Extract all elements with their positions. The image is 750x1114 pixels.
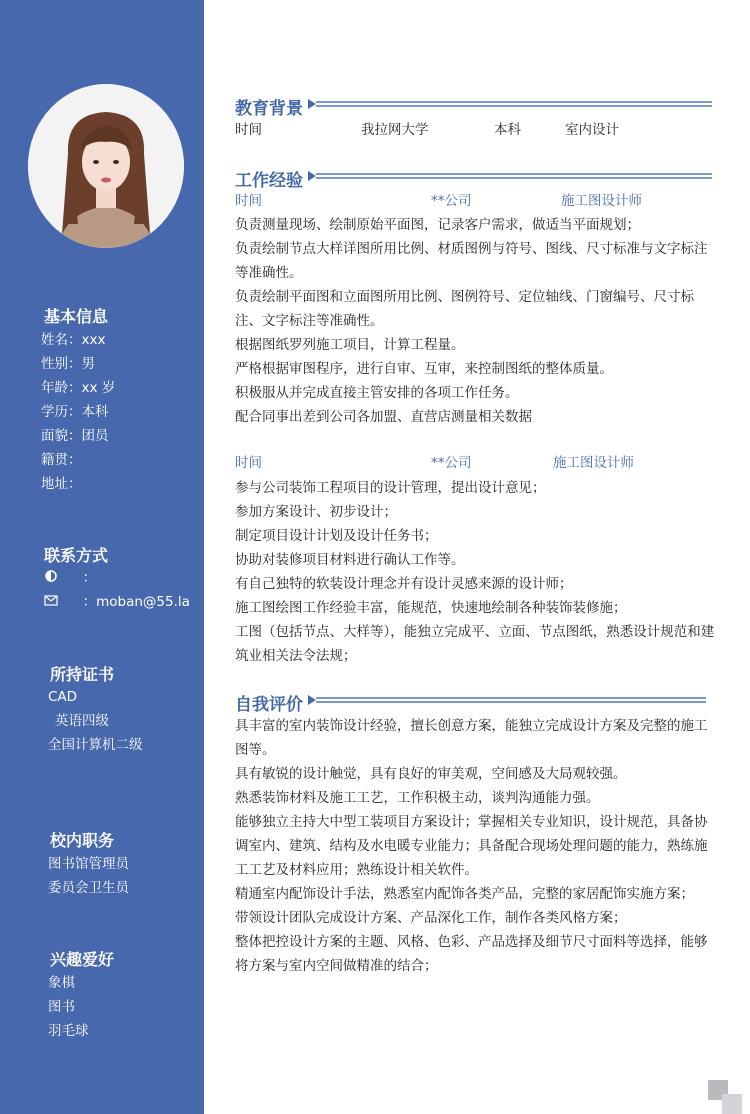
job-description: [235, 213, 720, 429]
certificates-title: 所持证书: [50, 665, 115, 684]
campus-roles-title: 校内职务: [50, 831, 115, 850]
basic-info-list: [41, 328, 115, 496]
phone-icon: [44, 566, 58, 590]
job-duty: 负责绘制平面图和立面图所用比例、图例符号、定位轴线、门窗编号、尺寸标注、文字标注等准确性。: [235, 289, 694, 329]
certificate-item: 英语四级: [55, 713, 109, 729]
phone-value: ：: [82, 570, 97, 586]
certificate-item: 全国计算机二级: [48, 737, 143, 753]
mail-icon: [44, 590, 58, 614]
self-eval-line: 整体把控设计方案的主题、风格、色彩、产品选择及细节尺寸面料等选择，能够将方案与室内空间做精准的结合；: [235, 934, 708, 974]
job-duty: 施工图绘图工作经验丰富，能规范，快速地绘制各种装饰装修施；: [235, 600, 627, 616]
section-divider: [316, 101, 712, 107]
job-duty: 有自己独特的软装设计理念并有设计灵感来源的设计师；: [235, 576, 573, 592]
job-time: 时间: [235, 193, 262, 209]
education-field: 学历：本科: [41, 404, 109, 420]
education-time: 时间: [235, 122, 262, 138]
job-duty: 严格根据审图程序，进行自审、互审，来控制图纸的整体质量。: [235, 361, 613, 377]
job-duty: 工图（包括节点、大样等），能独立完成平、立面、节点图纸，熟悉设计规范和建筑业相关法令法规；: [235, 624, 715, 664]
education-row: [235, 120, 262, 140]
campus-role-item: 图书馆管理员: [48, 856, 129, 872]
job-duty: 负责绘制节点大样详图所用比例、材质图例与符号、图线、尺寸标准与文字标注等准确性。: [235, 241, 708, 281]
gender-field: 性别：男: [41, 356, 95, 372]
education-school: 我拉网大学: [361, 122, 429, 138]
job-duty: 负责测量现场、绘制原始平面图，记录客户需求，做适当平面规划；: [235, 217, 640, 233]
job-duty: 协助对装修项目材料进行确认工作等。: [235, 552, 465, 568]
job-duty: 参与公司装饰工程项目的设计管理，提出设计意见；: [235, 480, 546, 496]
job-position: 施工图设计师: [553, 455, 634, 471]
work-title: 工作经验: [235, 171, 303, 191]
phone-row: [44, 566, 96, 590]
email-row: [44, 590, 190, 614]
contact-title: 联系方式: [44, 546, 109, 565]
native-place-field: 籍贯：: [41, 452, 82, 468]
hobby-item: 象棋: [48, 975, 75, 991]
job-description: [235, 476, 720, 668]
education-degree: 本科: [494, 122, 521, 138]
job-company: **公司: [431, 455, 472, 471]
job-duty: 制定项目设计计划及设计任务书；: [235, 528, 438, 544]
self-eval-line: 具有敏锐的设计触觉，具有良好的审美观，空间感及大局观较强。: [235, 766, 627, 782]
name-field: 姓名：xxx: [41, 332, 106, 348]
section-divider: [316, 173, 712, 179]
education-major: 室内设计: [565, 122, 619, 138]
section-divider: [316, 697, 706, 703]
job-duty: 根据图纸罗列施工项目，计算工程量。: [235, 337, 465, 353]
political-status-field: 面貌：团员: [41, 428, 109, 444]
job-position: 施工图设计师: [561, 193, 642, 209]
hobby-item: 图书: [48, 999, 75, 1015]
certificate-item: CAD: [48, 689, 78, 705]
profile-photo: [28, 84, 184, 248]
self-eval-text: [235, 714, 720, 978]
job-company: **公司: [431, 193, 472, 209]
self-eval-line: 带领设计团队完成设计方案、产品深化工作，制作各类风格方案；: [235, 910, 627, 926]
hobby-item: 羽毛球: [48, 1023, 89, 1039]
campus-role-item: 委员会卫生员: [48, 880, 129, 896]
self-eval-line: 熟悉装饰材料及施工工艺，工作积极主动，谈判沟通能力强。: [235, 790, 600, 806]
job-duty: 参加方案设计、初步设计；: [235, 504, 397, 520]
self-eval-line: 能够独立主持大中型工装项目方案设计；掌握相关专业知识，设计规范，具备协调室内、建筑、结构及水电暖专业能力；具备配合现场处理问题的能力，熟练施工工艺及材料应用；熟练设计相关软件。: [235, 814, 708, 878]
age-field: 年龄：xx 岁: [41, 380, 116, 396]
sidebar: [0, 0, 204, 1114]
job-duty: 积极服从并完成直接主管安排的各项工作任务。: [235, 385, 519, 401]
basic-info-title: 基本信息: [44, 307, 109, 326]
corner-decoration: [722, 1094, 742, 1114]
self-eval-line: 精通室内配饰设计手法，熟悉室内配饰各类产品，完整的家居配饰实施方案；: [235, 886, 694, 902]
self-eval-line: 具丰富的室内装饰设计经验，擅长创意方案，能独立完成设计方案及完整的施工图等。: [235, 718, 708, 758]
email-value: ：moban@55.la: [82, 594, 190, 610]
address-field: 地址：: [41, 476, 82, 492]
hobbies-title: 兴趣爱好: [50, 950, 115, 969]
job-duty: 配合同事出差到公司各加盟、直营店测量相关数据: [235, 409, 532, 425]
self-eval-title: 自我评价: [235, 695, 303, 715]
job-time: 时间: [235, 455, 262, 471]
education-title: 教育背景: [235, 99, 303, 119]
